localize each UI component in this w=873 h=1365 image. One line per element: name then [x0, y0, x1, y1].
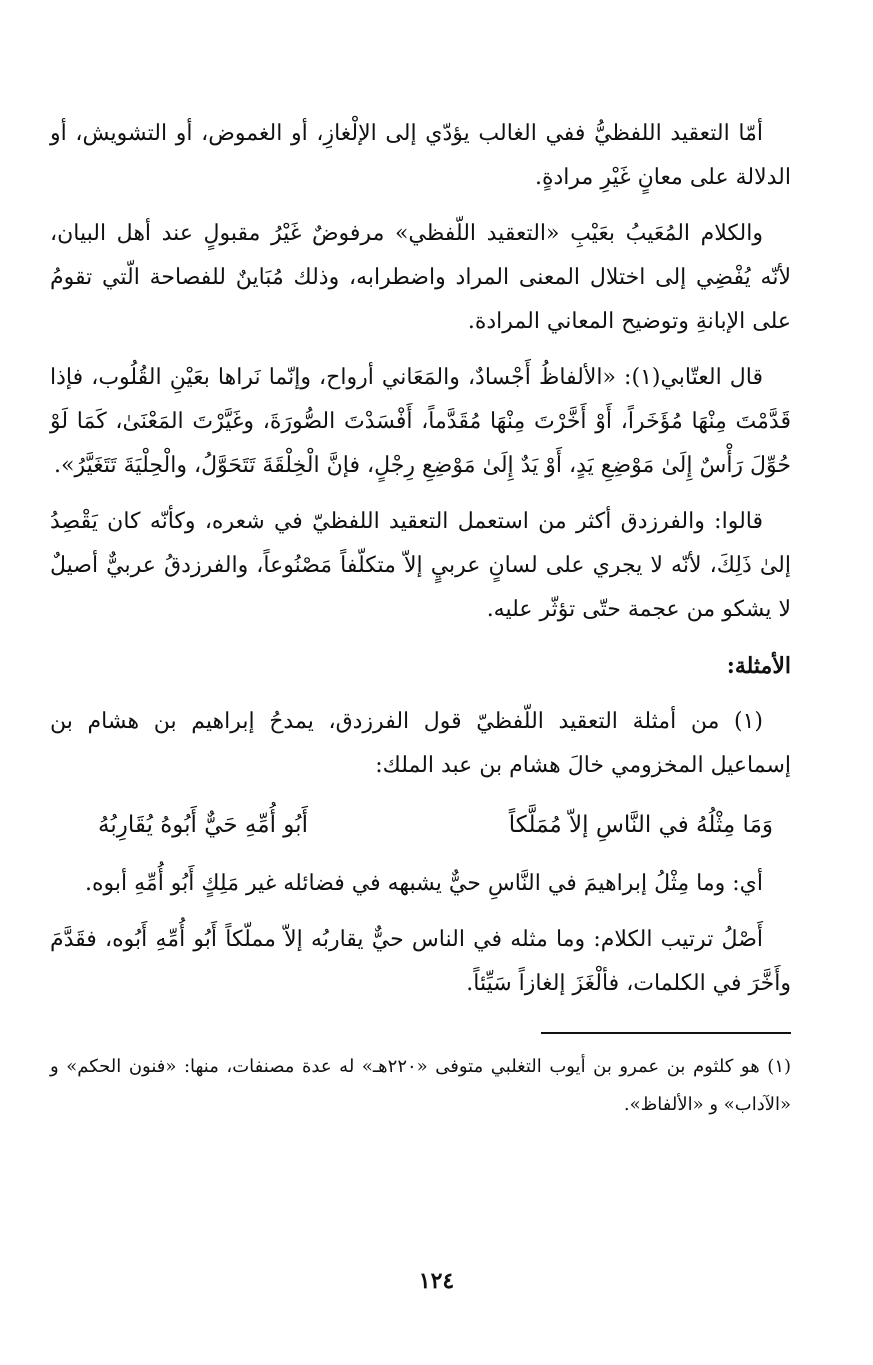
verse-second-hemistich: أَبُو أُمِّهِ حَيٌّ أَبُوهُ يُقَارِبُهُ	[98, 812, 308, 838]
paragraph-attabi-quote: قال العتّابي(١): «الألفاظُ أَجْسادٌ، والمَعَاني أرواح، وإنّما نَراها بعَيْنِ القُلُوب، فإذا قَدَّمْتَ مِنْهَا مُؤَخَراً، أَوْ أَخَّرْتَ مِنْهَا مُقَدَّماً، أَفْسَدْتَ الصُّورَةَ، وغَيَّرْتَ المَعْنَىٰ، كَمَا لَوْ حُوِّلَ رَأْسٌ إِلَىٰ مَوْضِعِ يَدٍ، أَوْ يَدٌ إِلَىٰ مَوْضِعِ رِجْلٍ، فإنَّ الْخِلْقَةَ تَتَحَوَّلُ، والْحِلْيَةَ تَتَغَيَّرُ».	[50, 365, 791, 478]
paragraph-farazdaq: قالوا: والفرزدق أكثر من استعمل التعقيد اللفظيّ في شعره، وكأنّه كان يَقْصِدُ إلىٰ ذَلِكَ، لأنّه لا يجري على لسانٍ عربيٍ إلاّ متكلّفاً مَصْنُوعاً، والفرزدقُ عربيٌّ أصيلٌ لا يشكو من عجمة حتّى تؤثّر عليه.	[50, 509, 791, 622]
explanation-original-order: أَصْلُ ترتيب الكلام: وما مثله في الناس حيٌّ يقاربُه إلاّ مملّكاً أَبُو أُمِّهِ أَبُوه، فقَدَّمَ وأَخَّرَ في الكلمات، فألْغَزَ إلغازاً سَيِّئاً.	[50, 927, 791, 996]
page-number: ١٢٤	[418, 1268, 455, 1294]
footnote-divider	[541, 1032, 791, 1034]
paragraph-rejected-speech: والكلام المُعَيبُ بعَيْبِ «التعقيد اللّفظي» مرفوضٌ غَيْرُ مقبولٍ عند أهل البيان، لأنّه يُفْضِي إلى اختلال المعنى المراد واضطرابه، وذلك مُبَاينٌ للفصاحة الّتي تقومُ على الإبانةِ وتوضيح المعاني المرادة.	[50, 221, 791, 334]
paragraph-verbal-complexity-effects: أمّا التعقيد اللفظيُّ ففي الغالب يؤدّي إلى الإلْغازِ، أو الغموض، أو التشويش، أو الدلالة على معانٍ غَيْرِ مرادةٍ.	[50, 121, 791, 190]
footnote: (١) هو كلثوم بن عمرو بن أيوب التغلبي متوفى «٢٢٠هـ» له عدة مصنفات، منها: «فنون الحكم» و «الآداب» و «الألفاظ».	[50, 1056, 792, 1115]
examples-heading: الأمثلة:	[726, 653, 791, 679]
poetry-verse	[50, 802, 791, 848]
verse-first-hemistich: وَمَا مِثْلُهُ في النَّاسِ إلاّ مُمَلَّكاً	[508, 812, 773, 838]
example-intro: (١) من أمثلة التعقيد اللّفظيّ قول الفرزدق، يمدحُ إبراهيم بن هشام بن إسماعيل المخزومي خالَ هشام بن عبد الملك:	[50, 709, 791, 778]
explanation-meaning: أي: وما مِثْلُ إبراهيمَ في النَّاسِ حيٌّ يشبهه في فضائله غير مَلِكٍ أَبُو أُمِّهِ أبوه.	[85, 871, 763, 896]
